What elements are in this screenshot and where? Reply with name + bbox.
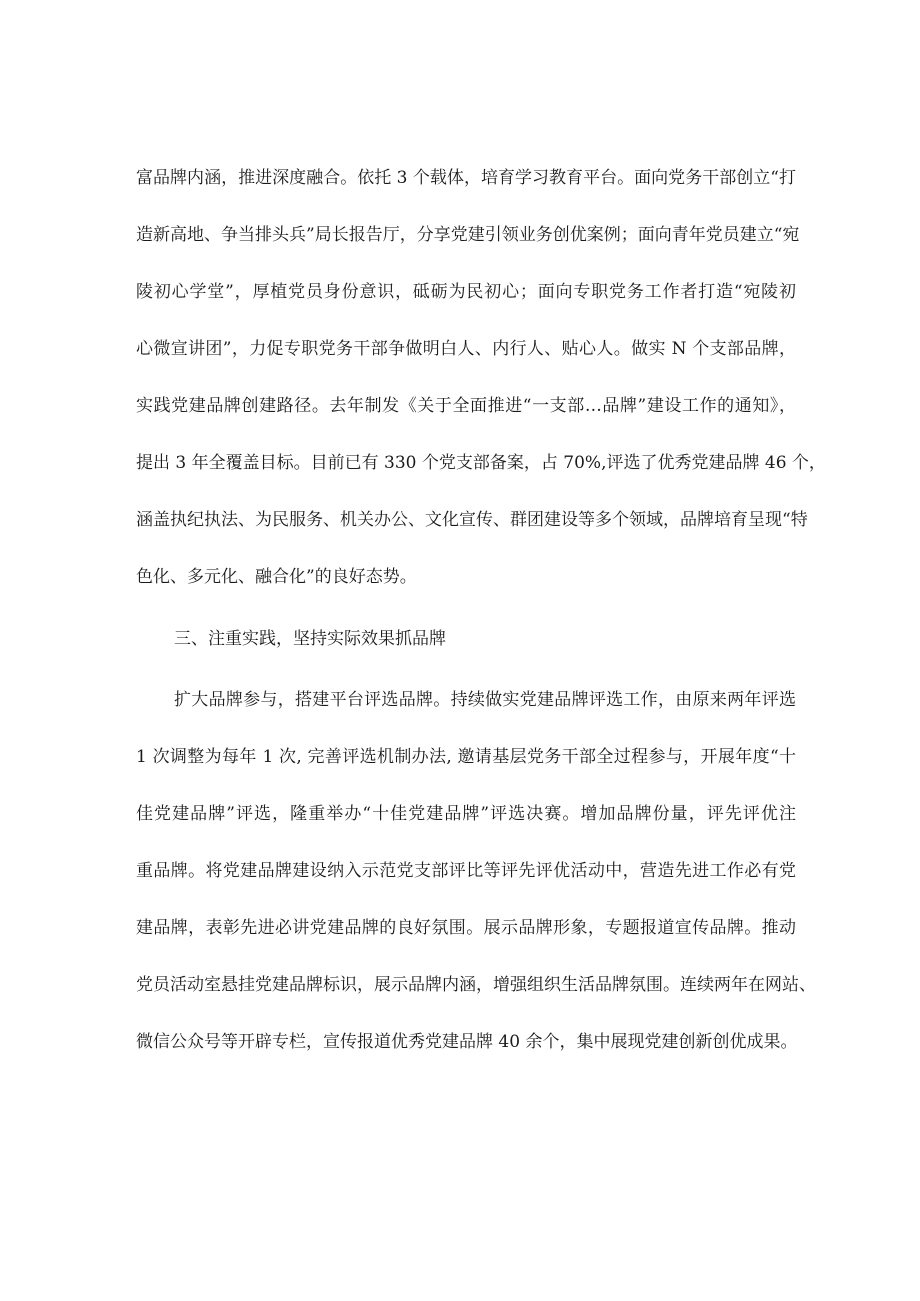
paragraph2-line-2: 1 次调整为每年 1 次, 完善评选机制办法, 邀请基层党务干部全过程参与，开展年度“十	[136, 747, 796, 767]
paragraph1-line-7: 涵盖执纪执法、为民服务、机关办公、文化宣传、群团建设等多个领域，品牌培育呈现“特	[136, 510, 808, 530]
paragraph1-line-6: 提出 3 年全覆盖目标。目前已有 330 个党支部备案，占 70%,评选了优秀党建品牌 46 个，	[136, 453, 826, 473]
paragraph1-line-4: 心微宣讲团”，力促专职党务干部争做明白人、内行人、贴心人。做实 N 个支部品牌，	[136, 339, 796, 359]
paragraph2-line-4: 重品牌。将党建品牌建设纳入示范党支部评比等评先评优活动中，营造先进工作必有党	[136, 861, 796, 881]
paragraph1-line-3: 陵初心学堂”，厚植党员身份意识，砥砺为民初心；面向专职党务工作者打造“宛陵初	[136, 282, 796, 302]
paragraph1-line-2: 造新高地、争当排头兵”局长报告厅，分享党建引领业务创优案例；面向青年党员建立“宛	[136, 225, 800, 245]
paragraph2-line-3: 佳党建品牌”评选，隆重举办“十佳党建品牌”评选决赛。增加品牌份量，评先评优注	[136, 804, 796, 824]
paragraph1-line-8: 色化、多元化、融合化”的良好态势。	[136, 567, 417, 587]
paragraph1-line-5: 实践党建品牌创建路径。去年制发《关于全面推进“一支部…品牌”建设工作的通知》，	[136, 396, 796, 416]
paragraph2-line-6: 党员活动室悬挂党建品牌标识，展示品牌内涵，增强组织生活品牌氛围。连续两年在网站、	[136, 975, 816, 995]
paragraph2-line-5: 建品牌，表彰先进必讲党建品牌的良好氛围。展示品牌形象，专题报道宣传品牌。推动	[136, 918, 796, 938]
paragraph2-line-1: 扩大品牌参与，搭建平台评选品牌。持续做实党建品牌评选工作，由原来两年评选	[174, 690, 796, 710]
section-heading: 三、注重实践，坚持实际效果抓品牌	[174, 629, 446, 649]
paragraph2-line-7: 微信公众号等开辟专栏，宣传报道优秀党建品牌 40 余个，集中展现党建创新创优成果。	[136, 1032, 798, 1052]
paragraph1-line-1: 富品牌内涵，推进深度融合。依托 3 个载体，培育学习教育平台。面向党务干部创立“打	[136, 168, 796, 188]
